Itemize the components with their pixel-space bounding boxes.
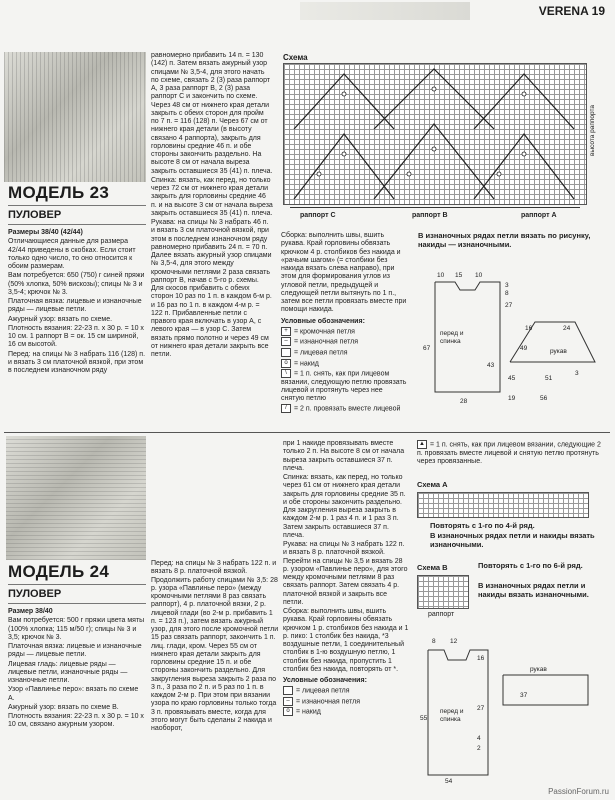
sizes-note: Отличающиеся данные для размера 42/44 приведены в скобках. Если стоит только одно число, то оно относится к обоим размерам.	[8, 238, 136, 270]
scheme-b-title: Схема B	[417, 563, 448, 572]
divider	[8, 603, 146, 604]
model24-column-3	[283, 440, 409, 718]
stitch-text: Платочная вязка: лицевые и изнаночные ряды — лицевые петли.	[8, 298, 142, 314]
pattern-num: 8	[505, 290, 509, 297]
front-text: Перед: на спицы № 3 набрать 116 (128) п. и вязать 3 см платочной вязкой, при этом в последнем изнаночном ряду	[8, 350, 146, 374]
slip-knit-icon: \	[281, 369, 291, 378]
pattern-num: 56	[540, 395, 548, 402]
chart-title: Схема	[283, 53, 308, 62]
model23-photo	[4, 52, 146, 182]
front-text: Перед: на спицы № 3 набрать 122 п. и вязать 8 р. платочной вязкой. Продолжить работу спицами № 3,5: 28 р. узора «Павлинье перо» (между кромочными петлями 8 раз связать раппорт), 4 р. платочной вязки, 2 р. лицевой глади (во 2-м р. прибавить 1 п. = 123 п.), затем вязать ажурный узор, для этого после кромочной петли 15 раз связать раппорт, закончить 1 п. лиц. глади, кром. Через 55 см от нижнего края детали закрыть для горловины средние 15 п. и обе стороны закончить раздельно. Для закругления выреза закрыть 2 раза по 3 п., 3 раза по 2 п. и 5 раз по 1 п. в каждом 2-м р. При этом при вязании узора по краю горловины только тогда 3 п. провязывать вместе, когда для этого могут быть сделаны 2 накида и наоборот,	[151, 560, 279, 732]
stitch-text: Узор «Павлинье перо»: вязать по схеме A.	[8, 686, 139, 702]
divider	[8, 584, 146, 585]
yarn-over-icon: o	[283, 707, 293, 716]
legend-item	[281, 337, 407, 347]
watermark: PassionForum.ru	[548, 786, 609, 796]
sleeve-label: рукав	[550, 348, 567, 355]
legend-item	[283, 697, 409, 707]
pattern-num: 15	[455, 272, 463, 279]
pattern-num: 55	[420, 715, 428, 722]
rapport-a-label: раппорт A	[521, 212, 557, 219]
assembly-text: Сборка: выполнить швы, вшить рукава. Край горловины обвязать крючком 1 р. столбиков без накида и 1 р. пико: 1 столбик без накида, *3 воздушные петли, 1 соединительный столбик в 1-ю воздушную петлю, 1 столбик без накида, пропустить 1 столбик без накида, повторять от *.	[283, 608, 409, 673]
chart-motif	[284, 64, 586, 204]
model24-subtitle: ПУЛОВЕР	[8, 588, 62, 600]
legend-item	[281, 359, 407, 369]
sizes-text: Размер 38/40	[8, 608, 53, 615]
legend-text: = накид	[294, 359, 319, 367]
legend-text: = накид	[296, 708, 321, 716]
legend-item	[283, 686, 409, 696]
legend-item	[283, 707, 409, 717]
pattern-num: 67	[423, 345, 431, 352]
pattern-num: 51	[545, 375, 553, 382]
knit-two-together-icon: /	[281, 404, 291, 413]
chart-height-label	[589, 105, 597, 156]
model23-subtitle: ПУЛОВЕР	[8, 209, 62, 221]
knit-stitch-icon	[283, 686, 293, 695]
legend-text: = лицевая петля	[296, 687, 350, 695]
legend-title: Условные обозначения:	[283, 677, 367, 684]
pattern-num: 24	[563, 325, 571, 332]
magazine-name: VERENA	[538, 4, 589, 18]
rapport-bracket	[290, 207, 580, 208]
pattern-num: 43	[487, 362, 495, 369]
pattern-num: 54	[445, 778, 453, 785]
pattern-num: 8	[432, 638, 436, 645]
density-text: Плотность вязания: 22-23 п. х 30 р. = 10 х 10 см. 1 раппорт В = ок. 15 см шириной, 16 см высотой.	[8, 324, 144, 349]
density-text: Плотность вязания: 22-23 п. х 30 р. = 10 х 10 см, связано ажурным узором.	[8, 713, 144, 729]
model24-column-2	[151, 560, 279, 734]
pattern-num: 3	[505, 282, 509, 289]
scheme-a-chart	[417, 492, 589, 518]
scheme-a-repeat: Повторять с 1-го по 4-й ряд.	[430, 521, 535, 530]
pattern-num: 2	[477, 745, 481, 752]
model24-column-1	[8, 608, 146, 731]
pattern-num: 16	[477, 655, 485, 662]
pattern-num: 28	[460, 398, 468, 405]
pattern-num: 3	[575, 370, 579, 377]
legend-item	[281, 348, 407, 358]
model23-column-2	[151, 52, 273, 360]
pattern-num: 4	[477, 735, 481, 742]
pattern-num: 37	[520, 692, 528, 699]
assembly-text: Сборка: выполнить швы, вшить рукава. Край горловины обвязать крючком 4 р. столбиков без накида и «рачьим шагом» (= столбики без накида вязать слева направо), при этом для формирования углов из угловой петли, предыдущей и следующей петли вытянуть по 1 п., затем все петли провязать вместе при помощи накида.	[281, 232, 407, 314]
scheme-b-chart	[417, 575, 469, 609]
model24-right-legend	[417, 440, 602, 466]
scheme-b-rapport-label: раппорт	[428, 611, 455, 618]
pattern-num: 19	[508, 395, 516, 402]
scheme-a-note: В изнаночных рядах петли и накиды вязать изнаночными.	[430, 531, 595, 549]
magazine-header	[539, 4, 605, 18]
back-text: Спинка: вязать, как перед, но только через 61 см от нижнего края детали закрыть для горловины средние 35 п. и обе стороны закончить раздельно. Для закругления выреза закрыть в каждом 2-м р. 1 раз 4 п. и 1 раз 3 п. Затем закрыть оставшиеся 37 п. плеча.	[283, 474, 406, 539]
legend-text: = 2 п. провязать вместе лицевой	[294, 405, 401, 413]
sleeve-text: Рукава: на спицы № 3 набрать 46 п. и вязать 3 см платочной вязкой, при этом в последнем изнаночном ряду равномерно прибавить 24 п. = 70 п. Далее вязать ажурный узор спицами № 3,5-4, для этого между кромочными петлями 2 раза связать раппорт B, начав с 5-го р. схемы. Для скосов прибавить с обеих сторон 10 раз по 1 п. в каждом 6-м р. и 16 раз по 1 п. в каждом 4-м р. = 122 п. Прибавленные петли с правого края включать в узор A, с левого края — в узор C. Затем вязать прямо полотно и через 49 см от нижнего края детали закрыть все петли.	[151, 219, 272, 358]
materials-text: Вам потребуется: 650 (750) г синей пряжи (50% хлопка, 50% вискозы); спицы № 3 и 3,5-4; крючок № 3.	[8, 272, 145, 296]
legend-text: = кромочная петля	[294, 328, 355, 336]
stitch-text: Лицевая гладь: лицевые ряды — лицевые петли, изнаночные ряды — изнаночные петли.	[8, 660, 128, 684]
pattern-num: 27	[505, 302, 513, 309]
front-back-label: перед и спинка	[440, 708, 464, 723]
model23-title: МОДЕЛЬ 23	[8, 183, 110, 202]
sleeve-label: рукав	[530, 666, 547, 673]
legend-text: = 1 п. снять, как при лицевом вязании, следующую петлю провязать лицевой и протянуть через нее снятую петлю	[281, 370, 407, 403]
pattern-num: 16	[525, 325, 533, 332]
back-text: Спинка: вязать, как перед, но только через 72 см от нижнего края детали закрыть для горловины средние 46 п. и на высоте 3 см от начала выреза закрыть оставшиеся 35 (41) п. плеча.	[151, 176, 273, 217]
pattern-num: 12	[450, 638, 458, 645]
legend-title: Условные обозначения:	[281, 317, 365, 325]
purl-stitch-icon: –	[283, 697, 293, 706]
legend-text: = изнаночная петля	[294, 338, 359, 346]
slip-two-together-icon: ▲	[417, 440, 427, 449]
front-back-label: перед и спинка	[440, 330, 464, 345]
legend-text: = 1 п. снять, как при лицевом вязании, следующие 2 п. провязать вместе лицевой и снятую петлю протянуть через провязанные.	[417, 441, 601, 465]
body-text: при 1 накиде провязывать вместе только 2 п. На высоте 8 см от начала выреза закрыть оставшиеся 37 п. плеча.	[283, 440, 405, 472]
scheme-b-repeat: Повторять с 1-го по 6-й ряд.	[478, 561, 583, 570]
rapport-height-label: высота раппорта	[589, 105, 596, 157]
pattern-num: 10	[475, 272, 483, 279]
model23-knitting-chart	[283, 63, 587, 205]
pattern-num: 27	[477, 705, 485, 712]
divider	[8, 224, 146, 225]
pattern-num: 10	[437, 272, 445, 279]
model24-pattern-diagram	[418, 625, 603, 785]
model23-assembly	[281, 232, 407, 415]
pattern-num: 49	[520, 345, 528, 352]
purl-stitch-icon: –	[281, 337, 291, 346]
chart-note: В изнаночных рядах петли вязать по рисунку, накиды — изнаночными.	[418, 231, 591, 249]
legend-item	[281, 404, 407, 414]
body-text: равномерно прибавить 14 п. = 130 (142) п. Затем вязать ажурный узор спицами № 3,5-4, для этого начать по схеме, связать 2 (3) раза раппорт A, 3 раза раппорт B, 2 (3) раза раппорт C и закончить по схеме. Через 48 см от нижнего края детали закрыть с обеих сторон для пройм по 7 п. = 116 (128) п. Через 67 см от нижнего края детали (в высоту связано 4 раппорта), закрыть для горловины средние 46 п. и обе стороны закончить раздельно. На высоте 8 см от начала выреза закрыть оставшиеся 35 (41) п. плеча.	[151, 52, 273, 175]
sizes-text: Размеры 38/40 (42/44)	[8, 229, 83, 236]
stitch-text: Ажурный узор: вязать по схеме B.	[8, 703, 119, 711]
edge-stitch-icon: +	[281, 327, 291, 336]
model23-column-1	[8, 229, 146, 376]
materials-text: Вам потребуется: 500 г пряжи цвета мяты (100% хлопка; 115 м/50 г); спицы № 3 и 3,5; крючок № 3.	[8, 617, 145, 641]
rapport-c-label: раппорт C	[300, 212, 336, 219]
yarn-over-icon: o	[281, 359, 291, 368]
legend-item	[281, 327, 407, 337]
scheme-b-note: В изнаночных рядах петли и накиды вязать изнаночными.	[478, 581, 589, 599]
model24-title: МОДЕЛЬ 24	[8, 562, 110, 581]
stitch-text: Ажурный узор: вязать по схеме.	[8, 315, 113, 323]
pattern-num: 45	[508, 375, 516, 382]
section-divider	[4, 432, 610, 433]
page-number: 19	[591, 4, 605, 18]
legend-text: = лицевая петля	[294, 349, 348, 357]
stitch-text: Платочная вязка: лицевые и изнаночные ряды — лицевые петли.	[8, 643, 142, 659]
legend-text: = изнаночная петля	[296, 698, 361, 706]
rapport-b-label: раппорт B	[412, 212, 448, 219]
sleeve-text: Рукава: на спицы № 3 набрать 122 п. и вязать 8 р. платочной вязкой. Перейти на спицы № 3,5 и вязать 28 р. узором «Павлинье перо», для этого между кромочными петлями 8 раз связать раппорт. Затем связать 4 р. платочной вязкой и закрыть все петли.	[283, 541, 408, 606]
model24-photo	[6, 436, 146, 560]
scheme-a-title: Схема A	[417, 480, 448, 489]
legend-item	[281, 369, 407, 403]
header-decor	[300, 2, 470, 20]
knit-stitch-icon	[281, 348, 291, 357]
divider	[8, 205, 146, 206]
